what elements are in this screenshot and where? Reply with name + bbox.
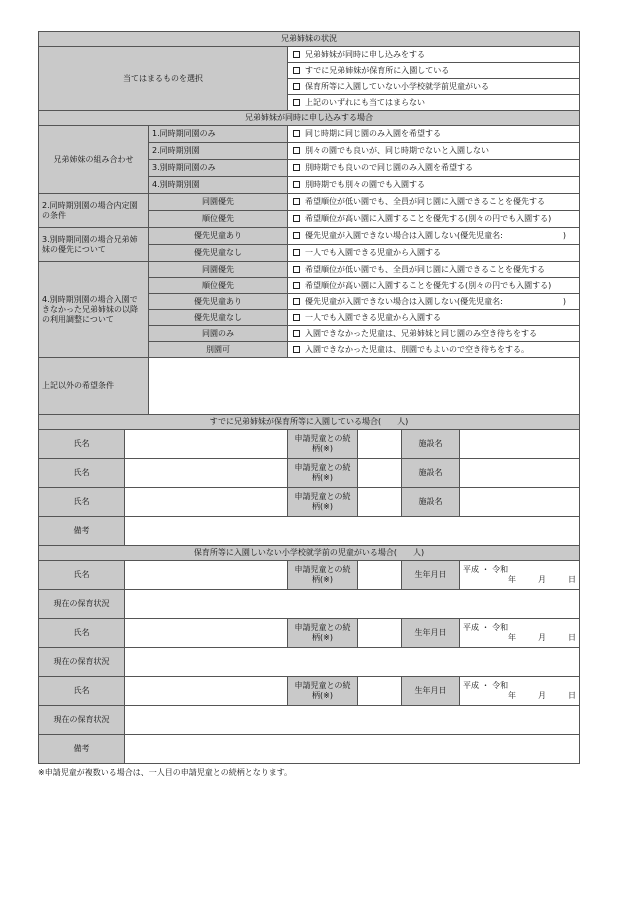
cond4-option-2[interactable]: 希望順位が高い園に入園することを優先する(別々の円でも入園する) <box>288 278 580 294</box>
checkbox-icon[interactable] <box>293 164 300 171</box>
cond2-label: 2.同時期別園の場合内定園の条件 <box>39 194 149 228</box>
enrolled-facility-label: 施設名 <box>402 488 460 517</box>
enrolled-facility-label: 施設名 <box>402 459 460 488</box>
enrolled-name-label: 氏名 <box>39 459 125 488</box>
cond4-label-3: 優先児童あり <box>149 294 288 310</box>
combo-label-4: 4.別時期別園 <box>149 177 288 194</box>
care-status-field[interactable] <box>125 590 580 619</box>
enrolled-relation-field[interactable] <box>358 488 402 517</box>
care-status-field[interactable] <box>125 706 580 735</box>
other-conditions-field[interactable] <box>149 358 580 415</box>
enrolled-name-label: 氏名 <box>39 430 125 459</box>
section-already-enrolled-title: すでに兄弟姉妹が保育所等に入園している場合( 人) <box>39 415 580 430</box>
preschool-name-field[interactable] <box>125 561 288 590</box>
combination-label: 兄弟姉妹の組み合わせ <box>39 126 149 194</box>
enrolled-facility-field[interactable] <box>460 430 580 459</box>
enrolled-name-label: 氏名 <box>39 488 125 517</box>
cond4-label: 4.別時期別園の場合入園できなかった兄弟姉妹の以降の利用調整について <box>39 262 149 358</box>
cond2-option-2[interactable]: 希望順位が高い園に入園することを優先する(別々の円でも入園する) <box>288 211 580 228</box>
checkbox-icon[interactable] <box>293 298 300 305</box>
preschool-name-label: 氏名 <box>39 561 125 590</box>
combo-option-4[interactable]: 別時期でも別々の園でも入園する <box>288 177 580 194</box>
checkbox-icon[interactable] <box>293 181 300 188</box>
enrolled-relation-field[interactable] <box>358 430 402 459</box>
preschool-relation-label: 申請児童との続柄(※) <box>288 561 358 590</box>
combo-option-3[interactable]: 別時期でも良いので同じ園のみ入園を希望する <box>288 160 580 177</box>
sibling-status-form <box>38 31 579 778</box>
checkbox-icon[interactable] <box>293 198 300 205</box>
option-preschool-not-enrolled[interactable]: 保育所等に入園していない小学校就学前児童がいる <box>288 79 580 95</box>
preschool-name-field[interactable] <box>125 619 288 648</box>
preschool-remarks-field[interactable] <box>125 735 580 764</box>
enrolled-name-field[interactable] <box>125 430 288 459</box>
preschool-relation-field[interactable] <box>358 677 402 706</box>
care-status-field[interactable] <box>125 648 580 677</box>
preschool-name-field[interactable] <box>125 677 288 706</box>
cond3-label: 3.別時期同園の場合兄弟姉妹の優先について <box>39 228 149 262</box>
option-already-enrolled[interactable]: すでに兄弟姉妹が保育所に入園している <box>288 63 580 79</box>
preschool-relation-label: 申請児童との続柄(※) <box>288 677 358 706</box>
checkbox-icon[interactable] <box>293 99 300 106</box>
enrolled-relation-field[interactable] <box>358 459 402 488</box>
enrolled-name-field[interactable] <box>125 459 288 488</box>
sibling-form-table <box>38 31 580 764</box>
birthdate-field[interactable]: 平成 ・ 令和 年 月 日 <box>460 677 580 706</box>
select-applicable-label: 当てはまるものを選択 <box>39 47 288 111</box>
cond3-option-2[interactable]: 一人でも入園できる児童から入園する <box>288 245 580 262</box>
preschool-name-label: 氏名 <box>39 619 125 648</box>
combo-label-1: 1.同時期同園のみ <box>149 126 288 143</box>
enrolled-name-field[interactable] <box>125 488 288 517</box>
cond3-label-1: 優先児童あり <box>149 228 288 245</box>
checkbox-icon[interactable] <box>293 51 300 58</box>
section-preschool-title: 保育所等に入園しいない小学校就学前の児童がいる場合( 人) <box>39 546 580 561</box>
birthdate-field[interactable]: 平成 ・ 令和 年 月 日 <box>460 619 580 648</box>
checkbox-icon[interactable] <box>293 330 300 337</box>
checkbox-icon[interactable] <box>293 249 300 256</box>
checkbox-icon[interactable] <box>293 232 300 239</box>
option-simultaneous-application[interactable]: 兄弟姉妹が同時に申し込みをする <box>288 47 580 63</box>
other-conditions-label: 上記以外の希望条件 <box>39 358 149 415</box>
checkbox-icon[interactable] <box>293 266 300 273</box>
birthdate-label: 生年月日 <box>402 561 460 590</box>
care-status-label: 現在の保育状況 <box>39 648 125 677</box>
checkbox-icon[interactable] <box>293 314 300 321</box>
checkbox-icon[interactable] <box>293 215 300 222</box>
care-status-label: 現在の保育状況 <box>39 590 125 619</box>
cond2-label-2: 順位優先 <box>149 211 288 228</box>
preschool-relation-label: 申請児童との続柄(※) <box>288 619 358 648</box>
birthdate-field[interactable]: 平成 ・ 令和 年 月 日 <box>460 561 580 590</box>
enrolled-relation-label: 申請児童との続柄(※) <box>288 488 358 517</box>
cond4-label-6: 別園可 <box>149 342 288 358</box>
cond3-label-2: 優先児童なし <box>149 245 288 262</box>
checkbox-icon[interactable] <box>293 67 300 74</box>
cond3-option-1[interactable]: 優先児童が入園できない場合は入園しない(優先児童名: ) <box>288 228 580 245</box>
cond4-option-1[interactable]: 希望順位が低い園でも、全員が同じ園に入園できることを優先する <box>288 262 580 278</box>
preschool-relation-field[interactable] <box>358 561 402 590</box>
combo-label-3: 3.別時期同園のみ <box>149 160 288 177</box>
cond4-label-1: 同園優先 <box>149 262 288 278</box>
section-simultaneous-title: 兄弟姉妹が同時に申し込みする場合 <box>39 111 580 126</box>
combo-option-2[interactable]: 別々の園でも良いが、同じ時期でないと入園しない <box>288 143 580 160</box>
checkbox-icon[interactable] <box>293 83 300 90</box>
cond4-option-4[interactable]: 一人でも入園できる児童から入園する <box>288 310 580 326</box>
checkbox-icon[interactable] <box>293 346 300 353</box>
cond4-label-2: 順位優先 <box>149 278 288 294</box>
enrolled-relation-label: 申請児童との続柄(※) <box>288 430 358 459</box>
cond4-option-3[interactable]: 優先児童が入園できない場合は入園しない(優先児童名: ) <box>288 294 580 310</box>
cond4-label-4: 優先児童なし <box>149 310 288 326</box>
enrolled-remarks-label: 備考 <box>39 517 125 546</box>
enrolled-remarks-field[interactable] <box>125 517 580 546</box>
birthdate-label: 生年月日 <box>402 677 460 706</box>
care-status-label: 現在の保育状況 <box>39 706 125 735</box>
enrolled-facility-label: 施設名 <box>402 430 460 459</box>
enrolled-relation-label: 申請児童との続柄(※) <box>288 459 358 488</box>
cond2-label-1: 同園優先 <box>149 194 288 211</box>
preschool-name-label: 氏名 <box>39 677 125 706</box>
checkbox-icon[interactable] <box>293 282 300 289</box>
enrolled-facility-field[interactable] <box>460 459 580 488</box>
checkbox-icon[interactable] <box>293 147 300 154</box>
combo-label-2: 2.同時期別園 <box>149 143 288 160</box>
cond2-option-1[interactable]: 希望順位が低い園でも、全員が同じ園に入園できることを優先する <box>288 194 580 211</box>
cond4-option-6[interactable]: 入園できなかった児童は、別園でもよいので空き待ちをする。 <box>288 342 580 358</box>
section-siblings-status-title: 兄弟姉妹の状況 <box>39 32 580 47</box>
checkbox-icon[interactable] <box>293 130 300 137</box>
option-none-apply[interactable]: 上記のいずれにも当てはまらない <box>288 95 580 111</box>
cond4-option-5[interactable]: 入園できなかった児童は、兄弟姉妹と同じ園のみ空き待ちをする <box>288 326 580 342</box>
cond4-label-5: 同園のみ <box>149 326 288 342</box>
footnote: ※申請児童が複数いる場合は、一人目の申請児童との続柄となります。 <box>38 768 293 777</box>
enrolled-facility-field[interactable] <box>460 488 580 517</box>
preschool-remarks-label: 備考 <box>39 735 125 764</box>
preschool-relation-field[interactable] <box>358 619 402 648</box>
combo-option-1[interactable]: 同じ時期に同じ園のみ入園を希望する <box>288 126 580 143</box>
birthdate-label: 生年月日 <box>402 619 460 648</box>
